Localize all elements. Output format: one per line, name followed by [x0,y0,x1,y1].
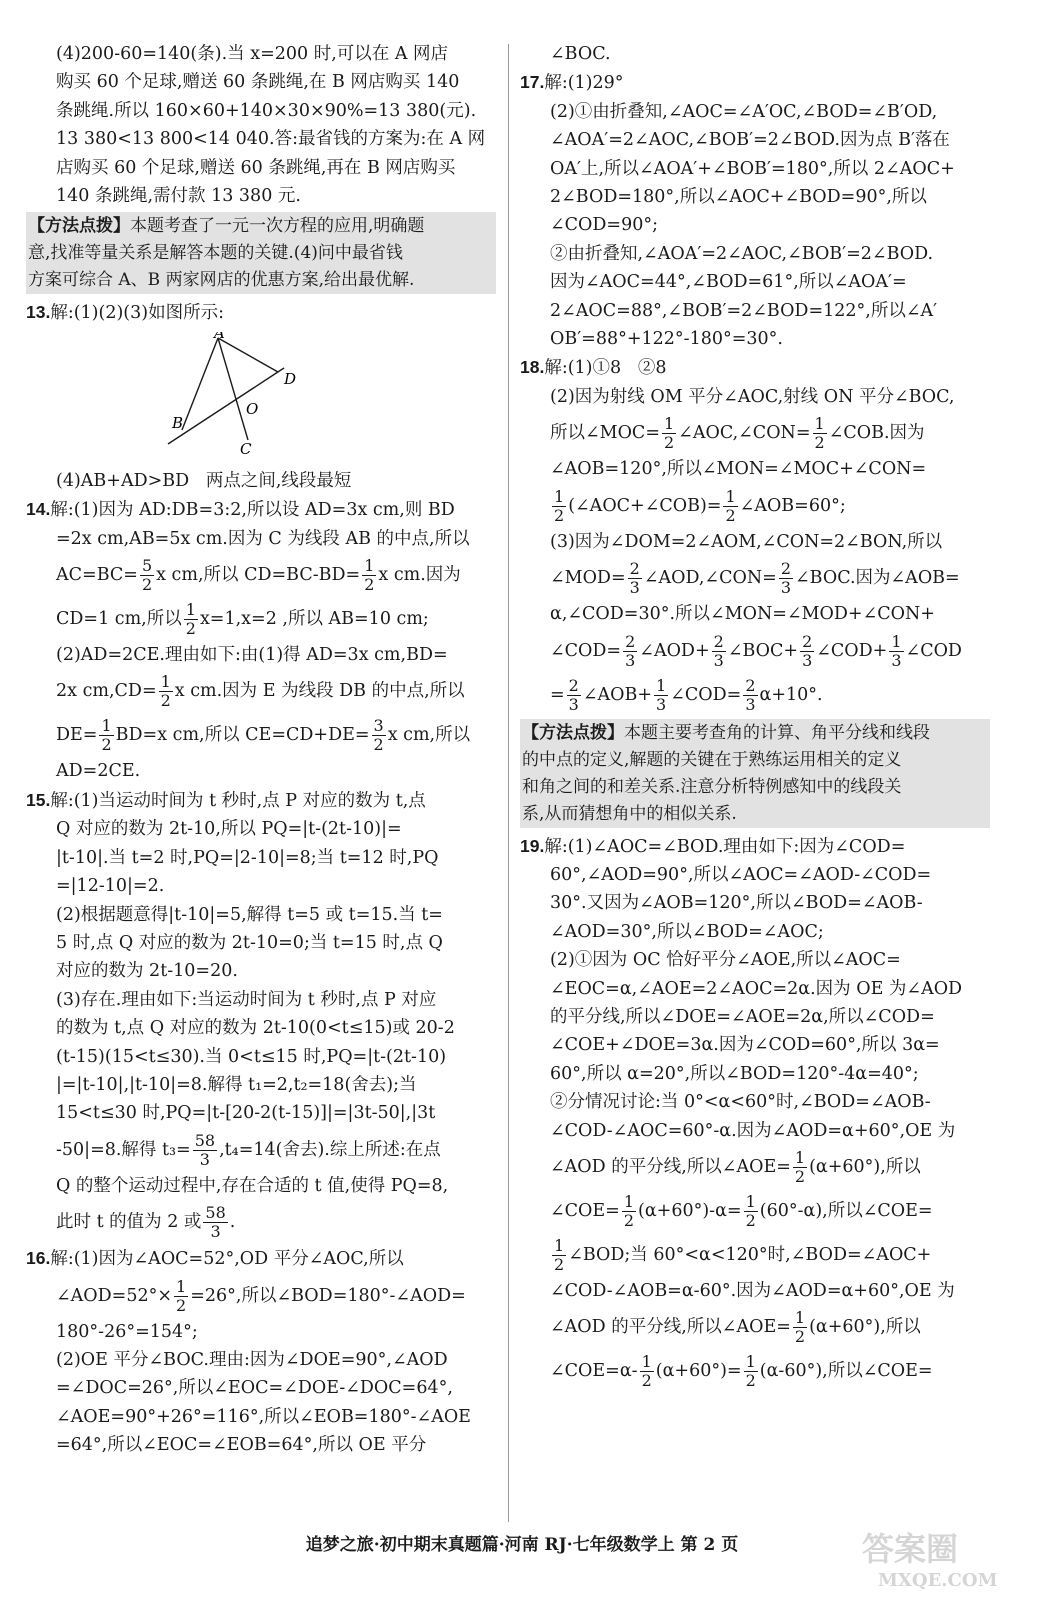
method-tip-1 [26,212,496,294]
numerator: 58 [194,1130,216,1150]
denominator: 2 [160,691,171,711]
text-segment: = [550,684,565,705]
q14-line [26,495,496,524]
text-line: 2∠AOC=88°,∠BOB′=2∠BOD=122°,所以∠A′ [550,300,938,321]
fraction [203,1204,227,1241]
denominator: 2 [101,735,112,755]
text-segment: x cm.因为 E 为线段 DB 的中点,所以 [174,681,465,702]
text-segment: ∠COD+ [816,640,888,661]
denominator: 3 [210,1222,221,1242]
text-line: ∠AOB=120°,所以∠MON=∠MOC+∠CON= [550,459,927,480]
formula-line [26,1200,496,1244]
denominator: 2 [725,505,736,525]
ray-ac [218,338,248,440]
text-line: (2)OE 平分∠BOC.理由:因为∠DOE=90°,∠AOD [56,1349,448,1370]
fraction [372,717,386,754]
text-line: 解:(1)因为∠AOC=52°,OD 平分∠AOC,所以 [50,1249,404,1270]
denominator: 2 [141,575,153,595]
denominator: 3 [568,694,579,714]
numerator: 1 [364,556,375,576]
denominator: 3 [891,650,902,670]
text-line: 条跳绳.所以 160×60+140×30×90%=13 380(元). [56,100,477,121]
denominator: 3 [629,578,640,598]
question-number: 14. [26,499,51,520]
text-line: 15<t≤30 时,PQ=|t-[20-2(t-15)]|=|3t-50|,|3t [56,1103,436,1124]
text-line: 30°.又因为∠AOB=120°,所以∠BOD=∠AOB- [550,893,923,914]
text-segment: (α+60°)-α= [638,1200,742,1221]
formula-line [520,1305,990,1349]
formula-line [520,629,990,673]
numerator: 1 [794,1147,806,1167]
text-line: (2)根据题意得|t-10|=5,解得 t=5 或 t=15.当 t= [56,904,443,925]
text-line: AD=2CE. [56,761,141,782]
fraction [779,560,793,597]
text-segment: -50|=8.解得 t₃= [56,1139,191,1160]
denominator: 3 [745,694,756,714]
text-line: 系,从而猜想角中的相似关系. [522,803,737,824]
text-line: =64°,所以∠EOC=∠EOB=64°,所以 OE 平分 [56,1435,427,1456]
numerator: 1 [554,1235,565,1255]
numerator: 2 [780,559,791,579]
text-line: 方案可综合 A、B 两家网店的优惠方案,给出最优解. [28,270,415,291]
numerator: 2 [802,631,813,651]
numerator: 1 [641,1352,652,1372]
right-column [520,40,990,1393]
text-segment: CD=1 cm,所以 [56,609,182,630]
text-line: 140 条跳绳,需付款 13 380 元. [56,186,301,207]
q19-line [520,832,990,861]
numerator: 2 [745,675,756,695]
text-line: 60°,∠AOD=90°,所以∠AOC=∠AOD-∠COD= [550,864,932,885]
numerator: 5 [141,556,153,576]
denominator: 2 [364,575,375,595]
text-line: ∠AOD=30°,所以∠BOD=∠AOC; [550,921,824,942]
fraction [362,557,376,594]
text-line: |t-10|.当 t=2 时,PQ=|2-10|=8;当 t=12 时,PQ [56,847,439,868]
text-segment: (α+60°),所以 [809,1156,921,1177]
numerator: 1 [814,414,825,434]
numerator: 2 [629,559,640,579]
text-line: 60°,所以 α=20°,所以∠BOD=120°-4α=40°; [550,1063,919,1084]
formula-line [520,556,990,600]
text-line: 解:(1)当运动时间为 t 秒时,点 P 对应的数为 t,点 [50,790,426,811]
numerator: 1 [185,600,196,620]
denominator: 2 [185,619,196,639]
numerator: 1 [745,1352,756,1372]
formula-line [520,1189,990,1233]
formula-line [26,713,496,757]
fraction [793,1149,807,1186]
numerator: 1 [656,675,667,695]
fraction [654,677,668,714]
text-line: (t-15)(15<t≤30).当 0<t≤15 时,PQ=|t-(2t-10) [56,1046,447,1067]
formula-line [26,597,496,641]
denominator: 2 [745,1371,756,1391]
text-segment: ∠AOD,∠CON= [643,568,777,589]
text-line: =2x cm,AB=5x cm.因为 C 为线段 AB 的中点,所以 [56,528,470,549]
fraction [744,1193,758,1230]
text-segment: 此时 t 的值为 2 或 [56,1212,202,1233]
question-number: 18. [520,357,545,378]
numerator: 1 [725,486,736,506]
denominator: 2 [623,1210,635,1230]
text-segment: ,t₄=14(舍去).综上所述:在点 [219,1139,441,1160]
text-line: 的中点的定义,解题的关键在于熟练运用相关的定义 [522,749,902,770]
text-line: (4)AB+AD>BD 两点之间,线段最短 [56,470,352,491]
denominator: 2 [794,1327,806,1347]
formula-line [520,411,990,455]
text-line: ②由折叠知,∠AOA′=2∠AOC,∠BOB′=2∠BOD. [550,243,934,264]
text-line: ∠EOC=α,∠AOE=2∠AOC=2α.因为 OE 为∠AOD [550,978,963,999]
formula-line [26,1128,496,1172]
text-line: 的数为 t,点 Q 对应的数为 2t-10(0<t≤15)或 20-2 [56,1018,455,1039]
column-divider [508,44,509,1522]
numerator: 1 [176,1276,187,1296]
fraction [622,1193,636,1230]
fraction [712,633,726,670]
fraction [813,415,827,452]
fraction [889,633,903,670]
question-number: 15. [26,789,51,810]
formula-line [520,484,990,528]
text-line: 本题考查了一元一次方程的应用,明确题 [130,216,425,237]
fraction [723,488,737,525]
fraction [174,1278,188,1315]
text-line: ∠AOA′=2∠AOC,∠BOB′=2∠BOD.因为点 B′落在 [550,130,950,151]
formula-line [26,553,496,597]
tip-label: 【方法点拨】 [522,722,624,742]
text-line: (3)存在.理由如下:当运动时间为 t 秒时,点 P 对应 [56,989,437,1010]
fraction [743,677,757,714]
text-segment: ∠BOD;当 60°<α<120°时,∠BOD=∠AOC+ [568,1244,932,1265]
formula-line [26,1274,496,1318]
fraction [744,1353,758,1390]
denominator: 2 [176,1295,187,1315]
denominator: 3 [625,650,636,670]
fraction [623,633,637,670]
text-line: 13 380<13 800<14 040.答:最省钱的方案为:在 A 网 [56,129,486,150]
text-line: ∠BOC. [550,44,611,64]
numerator: 2 [568,675,579,695]
denominator: 3 [780,578,791,598]
fraction [159,673,173,710]
tip-label: 【方法点拨】 [28,216,130,236]
text-line: 意,找准等量关系是解答本题的关键.(4)问中最省钱 [28,243,403,264]
text-line: 解:(1)因为 AD:DB=3:2,所以设 AD=3x cm,则 BD [50,500,455,521]
fraction [662,415,676,452]
text-segment: . [229,1212,236,1233]
numerator: 1 [891,631,902,651]
label-d: D [284,369,297,388]
q15-line [26,786,496,815]
text-segment: ∠COE=α- [550,1361,638,1382]
fraction [184,601,198,638]
formula-line [26,669,496,713]
text-line: ∠COE+∠DOE=3α.因为∠COD=60°,所以 3α= [550,1035,940,1056]
numerator: 58 [205,1203,226,1223]
q12-part4 [26,40,496,210]
text-line: 对应的数为 2t-10=20. [56,961,238,982]
text-line: 的平分线,所以∠DOE=∠AOE=2α,所以∠COD= [550,1006,935,1027]
text-line: 购买 60 个足球,赠送 60 条跳绳,在 B 网店购买 140 [56,72,460,93]
q18-line [520,353,990,382]
text-segment: ∠BOC+ [727,640,799,661]
page-footer: 追梦之旅·初中期末真题篇·河南 RJ·七年级数学上 第 2 页 [305,1535,739,1555]
text-segment: (∠AOC+∠COB)= [568,495,722,516]
text-line: 5 时,点 Q 对应的数为 2t-10=0;当 t=15 时,点 Q [56,932,443,953]
text-line: 和角之间的和差关系.注意分析特例感知中的线段关 [522,776,902,797]
numerator: 1 [745,1191,756,1211]
text-segment: ∠COD= [550,640,622,661]
method-tip-2 [520,719,990,828]
text-line: =|12-10|=2. [56,876,165,897]
denominator: 2 [663,433,675,453]
fraction [552,1237,566,1274]
text-line: 解:(1)29° [544,73,624,94]
lines-figure-svg [166,332,336,456]
fraction [628,560,642,597]
text-line: ∠COD=90°; [550,215,659,236]
numerator: 1 [554,486,565,506]
text-line: 解:(1)(2)(3)如图所示: [50,303,224,324]
numerator: 1 [623,1191,635,1211]
text-line: ∠COD-∠AOB=α-60°.因为∠AOD=α+60°,OE 为 [550,1280,955,1301]
text-segment: ∠AOD+ [639,640,710,661]
text-segment: 2x cm,CD= [56,681,157,702]
text-segment: x cm,所以 [387,725,471,746]
text-segment: 所以∠MOC= [550,423,660,444]
denominator: 3 [199,1149,210,1169]
text-line: (2)①因为 OC 恰好平分∠AOE,所以∠AOC= [550,950,901,971]
geometry-figure [166,332,496,461]
text-line: 因为∠AOC=44°,∠BOD=61°,所以∠AOA′= [550,272,907,293]
text-line: (2)因为射线 OM 平分∠AOC,射线 ON 平分∠BOC, [550,386,955,407]
text-segment: x cm.因为 [378,565,461,586]
fraction [567,677,581,714]
fraction [640,1353,654,1390]
text-segment: (α+60°),所以 [809,1317,921,1338]
text-segment: ∠AOB=60°; [739,495,846,516]
numerator: 2 [625,631,636,651]
q13-line [26,298,496,327]
formula-line [520,1145,990,1189]
numerator: 1 [794,1308,806,1328]
text-segment: AC=BC= [56,565,138,586]
text-line: Q 的整个运动过程中,存在合适的 t 值,使得 PQ=8, [56,1175,449,1196]
label-c: C [240,439,252,456]
numerator: 3 [373,716,384,736]
text-line: ∠COD-∠AOC=60°-α.因为∠AOD=α+60°,OE 为 [550,1120,956,1141]
text-segment: (α-60°),所以∠COE= [759,1361,933,1382]
text-line: 2∠BOD=180°,所以∠AOC+∠BOD=90°,所以 [550,187,927,208]
watermark-text: 答案圈 [862,1530,959,1568]
fraction [193,1132,217,1169]
text-line: 本题主要考查角的计算、角平分线和线段 [624,722,930,743]
text-segment: x=1,x=2 ,所以 AB=10 cm; [199,609,429,630]
denominator: 3 [656,694,667,714]
fraction [99,717,113,754]
text-segment: ∠AOD 的平分线,所以∠AOE= [550,1317,791,1338]
fraction [800,633,814,670]
text-line: OA′上,所以∠AOA′+∠BOB′=180°,所以 2∠AOC+ [550,158,955,179]
fraction [793,1309,807,1346]
text-segment: DE= [56,725,98,746]
label-o: O [246,399,259,418]
text-segment: ∠AOD=52°× [56,1285,173,1306]
denominator: 2 [554,505,565,525]
text-line: ∠AOE=90°+26°=116°,所以∠EOB=180°-∠AOE [56,1406,471,1427]
text-segment: ∠COD [905,640,962,661]
watermark-logo [856,1522,1026,1592]
line-bd [168,368,284,444]
label-b: B [172,413,184,432]
text-segment: ∠COD= [670,684,742,705]
question-number: 13. [26,302,51,323]
denominator: 2 [373,735,384,755]
formula-line [520,1233,990,1277]
denominator: 2 [745,1210,756,1230]
text-segment: BD=x cm,所以 CE=CD+DE= [115,725,370,746]
text-segment: (60°-α),所以∠COE= [759,1200,933,1221]
text-line: (3)因为∠DOM=2∠AOM,∠CON=2∠BON,所以 [550,531,943,552]
formula-line [520,1349,990,1393]
numerator: 2 [713,631,724,651]
text-line: Q 对应的数为 2t-10,所以 PQ=|t-(2t-10)|= [56,819,402,840]
q16-line [26,1244,496,1273]
text-segment: x cm,所以 CD=BC-BD= [156,565,361,586]
numerator: 1 [160,672,171,692]
formula-line [520,673,990,717]
text-segment: ∠AOB+ [582,684,653,705]
text-segment: ∠COB.因为 [828,423,925,444]
text-segment: =26°,所以∠BOD=180°-∠AOD= [190,1285,466,1306]
text-segment: (α+60°)= [655,1361,742,1382]
denominator: 2 [794,1166,806,1186]
text-line: (2)AD=2CE.理由如下:由(1)得 AD=3x cm,BD= [56,645,448,666]
denominator: 3 [713,650,724,670]
question-number: 19. [520,835,545,856]
question-number: 16. [26,1248,51,1269]
fraction [140,557,154,594]
text-segment: ∠AOD 的平分线,所以∠AOE= [550,1156,791,1177]
denominator: 2 [554,1254,565,1274]
numerator: 1 [101,716,112,736]
text-line: (4)200-60=140(条).当 x=200 时,可以在 A 网店 [56,44,449,64]
question-number: 17. [520,72,545,93]
text-line: (2)①由折叠知,∠AOC=∠A′OC,∠BOD=∠B′OD, [550,101,938,122]
denominator: 3 [802,650,813,670]
denominator: 2 [814,433,825,453]
text-segment: ∠BOC.因为∠AOB= [795,568,960,589]
text-line: 店购买 60 个足球,赠送 60 条跳绳,再在 B 网店购买 [56,157,456,178]
text-line: ②分情况讨论:当 0°<α<60°时,∠BOD=∠AOB- [550,1092,931,1113]
text-line: |=|t-10|,|t-10|=8.解得 t₁=2,t₂=18(舍去);当 [56,1074,417,1095]
watermark-url: MXQE.COM [878,1570,998,1591]
fraction [552,488,566,525]
text-line: 解:(1)①8 ②8 [544,358,667,379]
text-line: =∠DOC=26°,所以∠EOC=∠DOE-∠DOC=64°, [56,1378,453,1399]
text-segment: ∠MOD= [550,568,626,589]
text-segment: α+10°. [759,684,823,705]
text-segment: ∠COE= [550,1200,620,1221]
numerator: 1 [663,414,675,434]
q17-line [520,68,990,97]
text-line: α,∠COD=30°.所以∠MON=∠MOD+∠CON+ [550,604,935,625]
segment-ab [182,338,218,430]
text-line: OB′=88°+122°-180°=30°. [550,329,783,350]
label-a: A [214,331,225,342]
denominator: 2 [641,1371,652,1391]
text-line: 180°-26°=154°; [56,1321,198,1342]
text-line: 解:(1)∠AOC=∠BOD.理由如下:因为∠COD= [544,836,906,857]
left-column [26,40,496,1460]
text-segment: ∠AOC,∠CON= [678,423,811,444]
